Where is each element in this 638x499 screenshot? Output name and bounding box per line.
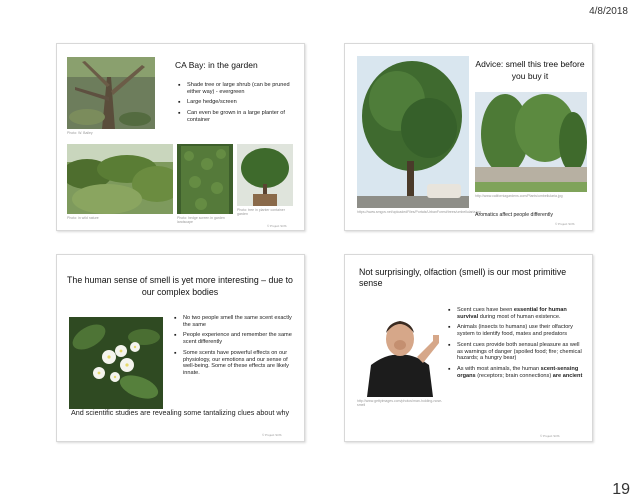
slide3-bullets — [174, 315, 292, 381]
slide-smell-tree — [344, 43, 593, 231]
bullet-item: ▪ As with most animals, the human scent-sensing organs (receptors; brain connections) are ancient — [448, 365, 583, 379]
slide-human-smell — [56, 254, 305, 442]
photo-man-holding-nose — [357, 305, 443, 397]
photo-white-flowers — [69, 317, 163, 409]
photo-bay-tree-yard — [475, 92, 587, 192]
slide3-note: And scientific studies are revealing some tantalizing clues about why — [71, 408, 290, 417]
bullet-icon: ▪ — [178, 99, 181, 107]
photo-bay-planter — [237, 144, 293, 206]
photo-bay-hedge — [177, 144, 233, 214]
bullet-item: ▪ No two people smell the same scent exactly the same — [174, 315, 292, 328]
slide2-title: Advice: smell this tree before you buy it — [475, 59, 585, 82]
bullet-icon: ▪ — [178, 82, 181, 89]
photo-bay-trunk — [67, 57, 155, 129]
photo-bay-tree-street — [357, 56, 469, 208]
slide-olfaction — [344, 254, 593, 442]
caption-yard: http://www.californiagardens.com/Plants/umbellularia.jpg — [475, 194, 563, 198]
bullet-item: ▪ Large hedge/screen — [178, 99, 237, 107]
caption-street: https://www.smgov.net/uploadedFiles/Portals/UrbanForest/trees/umbellularia.jpg — [357, 210, 482, 214]
bullet-item: ▪ Scent cues provide both sensual pleasure as well as warnings of danger (spoiled food; fire; chemical hazards; a hungry bear) — [448, 341, 582, 362]
bullet-item: ▪ People experience and remember the same scent differently — [174, 332, 292, 346]
bullet-icon: ▪ — [448, 341, 451, 349]
photo-bay-hillside — [67, 144, 173, 214]
bullet-icon: ▪ — [448, 324, 451, 332]
slide4-copyright: © Project SOS — [540, 434, 560, 438]
caption-4: Photo: tree in planter container garden — [237, 208, 285, 217]
slide1-title: CA Bay: in the garden — [175, 60, 258, 70]
caption-3: Photo: hedge screen in garden landscape — [177, 216, 225, 225]
slide2-copyright: © Project SOS — [555, 222, 575, 226]
slide-ca-bay-garden — [56, 43, 305, 231]
slide1-bullets — [178, 82, 296, 128]
bullet-item: ▪ Shade tree or large shrub (can be pruned either way) - evergreen — [178, 82, 290, 95]
slide1-copyright: © Project SOS — [267, 224, 287, 228]
bullet-icon: ▪ — [448, 307, 451, 314]
caption-1: Photo: W. Bailey — [67, 131, 93, 135]
slide4-title: Not surprisingly, olfaction (smell) is our most primitive sense — [359, 267, 567, 289]
bullet-icon: ▪ — [174, 349, 177, 357]
slide4-bullets — [448, 307, 586, 383]
bullet-icon: ▪ — [174, 315, 177, 322]
bullet-icon: ▪ — [178, 110, 181, 118]
bullet-item: ▪ Can even be grown in a large planter of container — [178, 110, 285, 123]
slide3-title: The human sense of smell is yet more interesting – due to our complex bodies — [67, 275, 293, 297]
bullet-icon: ▪ — [174, 332, 177, 340]
page-number: 19 — [612, 481, 630, 498]
bullet-item: ▪ Some scents have powerful effects on our physiology, our emotions and our sense of well-being. Some of these effects are likely innate. — [174, 349, 289, 376]
caption-2: Photo: in wild nature — [67, 216, 99, 220]
page-date: 4/8/2018 — [589, 6, 628, 17]
bullet-item: ▪ Animals (insects to humans) use their olfactory system to identify food, mates and predators — [448, 324, 573, 338]
slide4-caption: http://www.gettyimages.com/photos/man-holding-nose-smell — [357, 399, 443, 408]
bullet-item: ▪ Scent cues have been essential for human survival during most of human existence. — [448, 307, 567, 320]
slide3-copyright: © Project SOS — [262, 433, 282, 437]
slide2-note: Aromatics affect people differently — [475, 212, 553, 218]
bullet-icon: ▪ — [448, 365, 451, 373]
